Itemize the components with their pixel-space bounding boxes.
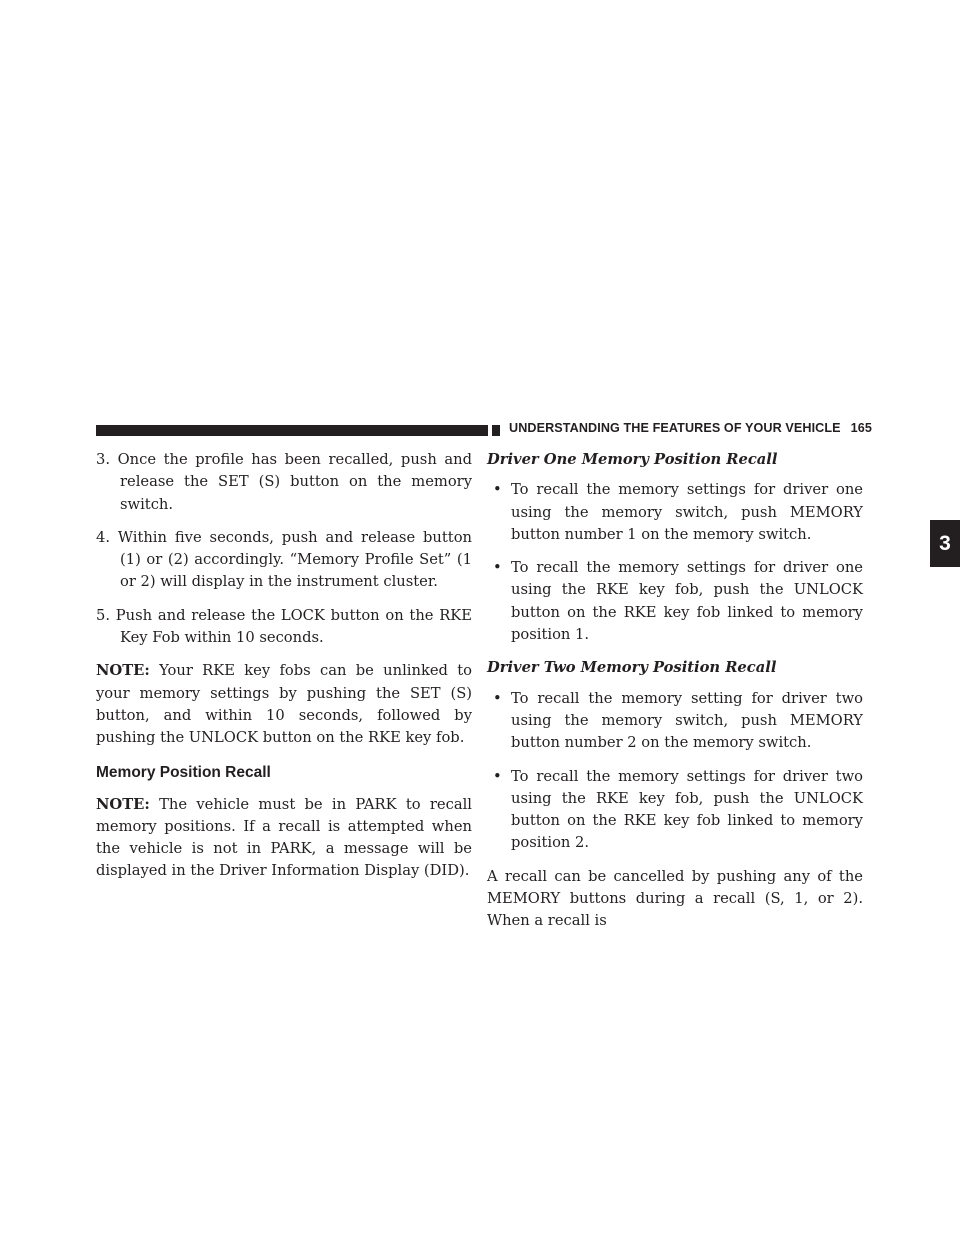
subheading-driver-two: Driver Two Memory Position Recall — [487, 659, 777, 677]
note-park — [96, 794, 472, 883]
step-4: 4. Within five seconds, push and release button (1) or (2) accordingly. “Memory Profile Set” (1 or 2) will display in the instrument cluster. — [96, 528, 472, 591]
bullet-text: To recall the memory settings for driver one using the RKE key fob, push the UNLOCK button on the RKE key fob linked to memory position 1. — [511, 559, 863, 644]
bullet-text: To recall the memory settings for driver two using the RKE key fob, push the UNLOCK button on the RKE key fob linked to memory position 2. — [511, 767, 863, 852]
left-column — [96, 449, 472, 895]
bullet-glyph: • — [493, 559, 502, 577]
page-number: 165 — [850, 421, 872, 435]
running-header — [509, 421, 872, 435]
note-unlink — [96, 660, 472, 749]
note-label: NOTE: — [96, 795, 150, 813]
closing-paragraph: A recall can be cancelled by pushing any of the MEMORY buttons during a recall (S, 1, or 2). When a recall is — [487, 867, 863, 930]
list-item — [487, 766, 863, 855]
bullet-glyph: • — [493, 767, 502, 785]
header-rule-end — [492, 425, 500, 436]
bullet-text: To recall the memory settings for driver one using the memory switch, push MEMORY button number 1 on the memory switch. — [511, 481, 863, 543]
header-rule — [96, 425, 488, 436]
note-label: NOTE: — [96, 662, 150, 680]
bullet-text: To recall the memory setting for driver two using the memory switch, push MEMORY button number 2 on the memory switch. — [511, 689, 863, 752]
list-item — [487, 557, 863, 646]
bullet-glyph: • — [493, 481, 502, 499]
note-text: The vehicle must be in PARK to recall memory positions. If a recall is attempted when the vehicle is not in PARK, a message will be displayed in the Driver Information Display (DID). — [96, 795, 472, 880]
step-3: 3. Once the profile has been recalled, push and release the SET (S) button on the memory switch. — [96, 451, 472, 513]
section-heading: Memory Position Recall — [96, 763, 271, 781]
right-column — [487, 449, 863, 933]
list-item — [487, 688, 863, 755]
chapter-tab: 3 — [930, 520, 960, 567]
bullet-glyph: • — [493, 689, 502, 707]
step-5: 5. Push and release the LOCK button on the RKE Key Fob within 10 seconds. — [96, 606, 472, 647]
list-item — [487, 479, 863, 546]
chapter-title: UNDERSTANDING THE FEATURES OF YOUR VEHICLE — [509, 421, 841, 435]
subheading-driver-one: Driver One Memory Position Recall — [487, 451, 778, 468]
note-text: Your RKE key fobs can be unlinked to your memory settings by pushing the SET (S) button, and within 10 seconds, followed by pushing the UNLOCK button on the RKE key fob. — [96, 662, 472, 747]
